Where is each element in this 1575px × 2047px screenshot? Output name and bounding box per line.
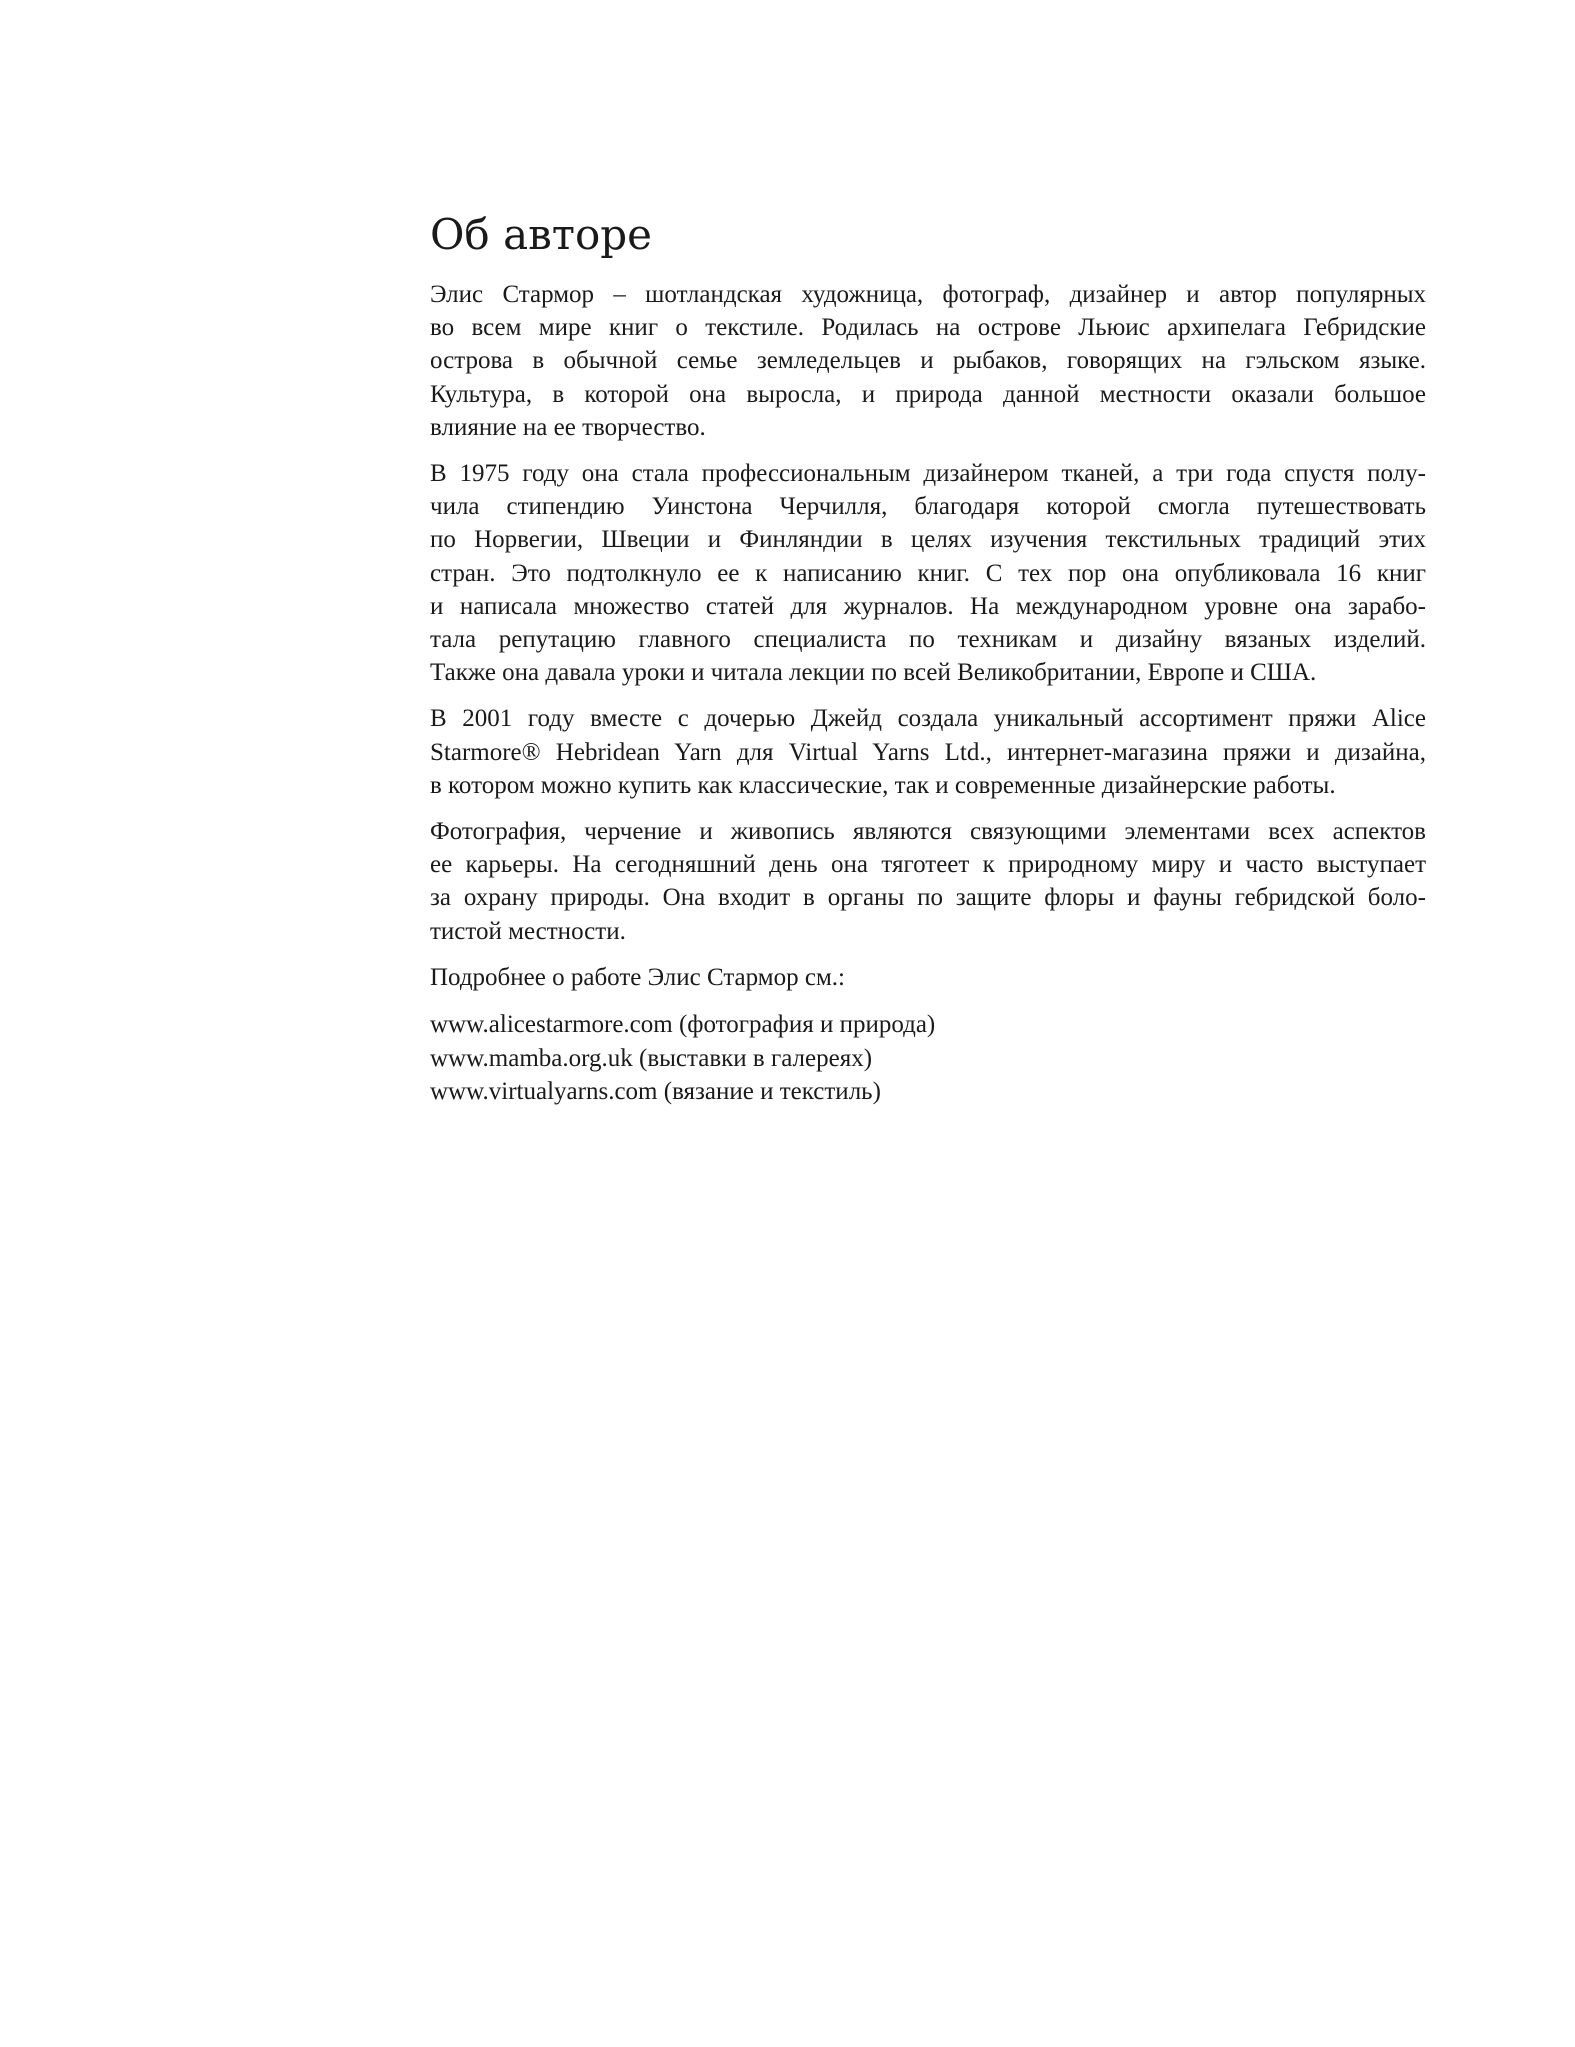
text-line: Элис Стармор – шотландская художница, фотограф, дизайнер и автор популярных: [430, 281, 1426, 308]
text-line: острова в обычной семье земледельцев и рыбаков, говорящих на гэльском языке.: [430, 347, 1426, 375]
page-column: [430, 208, 1426, 1109]
text-line: В 1975 году она стала профессиональным дизайнером тканей, а три года спустя полу-: [430, 460, 1426, 488]
text-line: за охрану природы. Она входит в органы по защите флоры и фауны гебридской боло-: [430, 884, 1426, 912]
bio-paragraph-3: [430, 702, 1426, 802]
links-intro: Подробнее о работе Элис Стармор см.:: [430, 963, 845, 991]
list-item: [430, 1008, 1426, 1042]
text-line: в котором можно купить как классические, так и современные дизайнерские работы.: [430, 771, 1336, 799]
text-line: тала репутацию главного специалиста по техникам и дизайну вязаных изделий.: [430, 626, 1426, 654]
text-line: влияние на ее творчество.: [430, 413, 706, 441]
link-mamba[interactable]: www.mamba.org.uk (выставки в галереях): [430, 1044, 873, 1072]
text-line: во всем мире книг о текстиле. Родилась на острове Льюис архипелага Гебридские: [430, 314, 1426, 342]
text-line: ее карьеры. На сегодняшний день она тяготеет к природному миру и часто выступает: [430, 851, 1426, 879]
bio-paragraph-4: [430, 815, 1426, 948]
list-item: [430, 1042, 1426, 1076]
bio-paragraph-1: [430, 278, 1426, 444]
text-line: В 2001 году вместе с дочерью Джейд создала уникальный ассортимент пряжи Alice: [430, 705, 1426, 733]
links-list: [430, 1008, 1426, 1109]
page-title: Об авторе: [430, 210, 653, 259]
text-line: по Норвегии, Швеции и Финляндии в целях изучения текстильных традиций этих: [430, 526, 1426, 554]
text-line: тистой местности.: [430, 917, 626, 945]
text-line: чила стипендию Уинстона Черчилля, благодаря которой смогла путешествовать: [430, 493, 1426, 521]
text-line: Культура, в которой она выросла, и природа данной местности оказали большое: [430, 380, 1426, 408]
text-line: Также она давала уроки и читала лекции по всей Великобритании, Европе и США.: [430, 659, 1317, 687]
text-line: Starmore® Hebridean Yarn для Virtual Yarns Ltd., интернет-магазина пряжи и дизайна,: [430, 738, 1426, 766]
link-alicestarmore[interactable]: www.alicestarmore.com (фотография и природа): [430, 1011, 936, 1039]
list-item: [430, 1075, 1426, 1109]
text-line: стран. Это подтолкнуло ее к написанию книг. С тех пор она опубликовала 16 книг: [430, 559, 1426, 587]
link-virtualyarns[interactable]: www.virtualyarns.com (вязание и текстиль): [430, 1078, 881, 1106]
text-line: и написала множество статей для журналов. На международном уровне она зарабо-: [430, 592, 1426, 620]
bio-paragraph-2: [430, 457, 1426, 689]
text-line: Фотография, черчение и живопись являются связующими элементами всех аспектов: [430, 818, 1426, 846]
